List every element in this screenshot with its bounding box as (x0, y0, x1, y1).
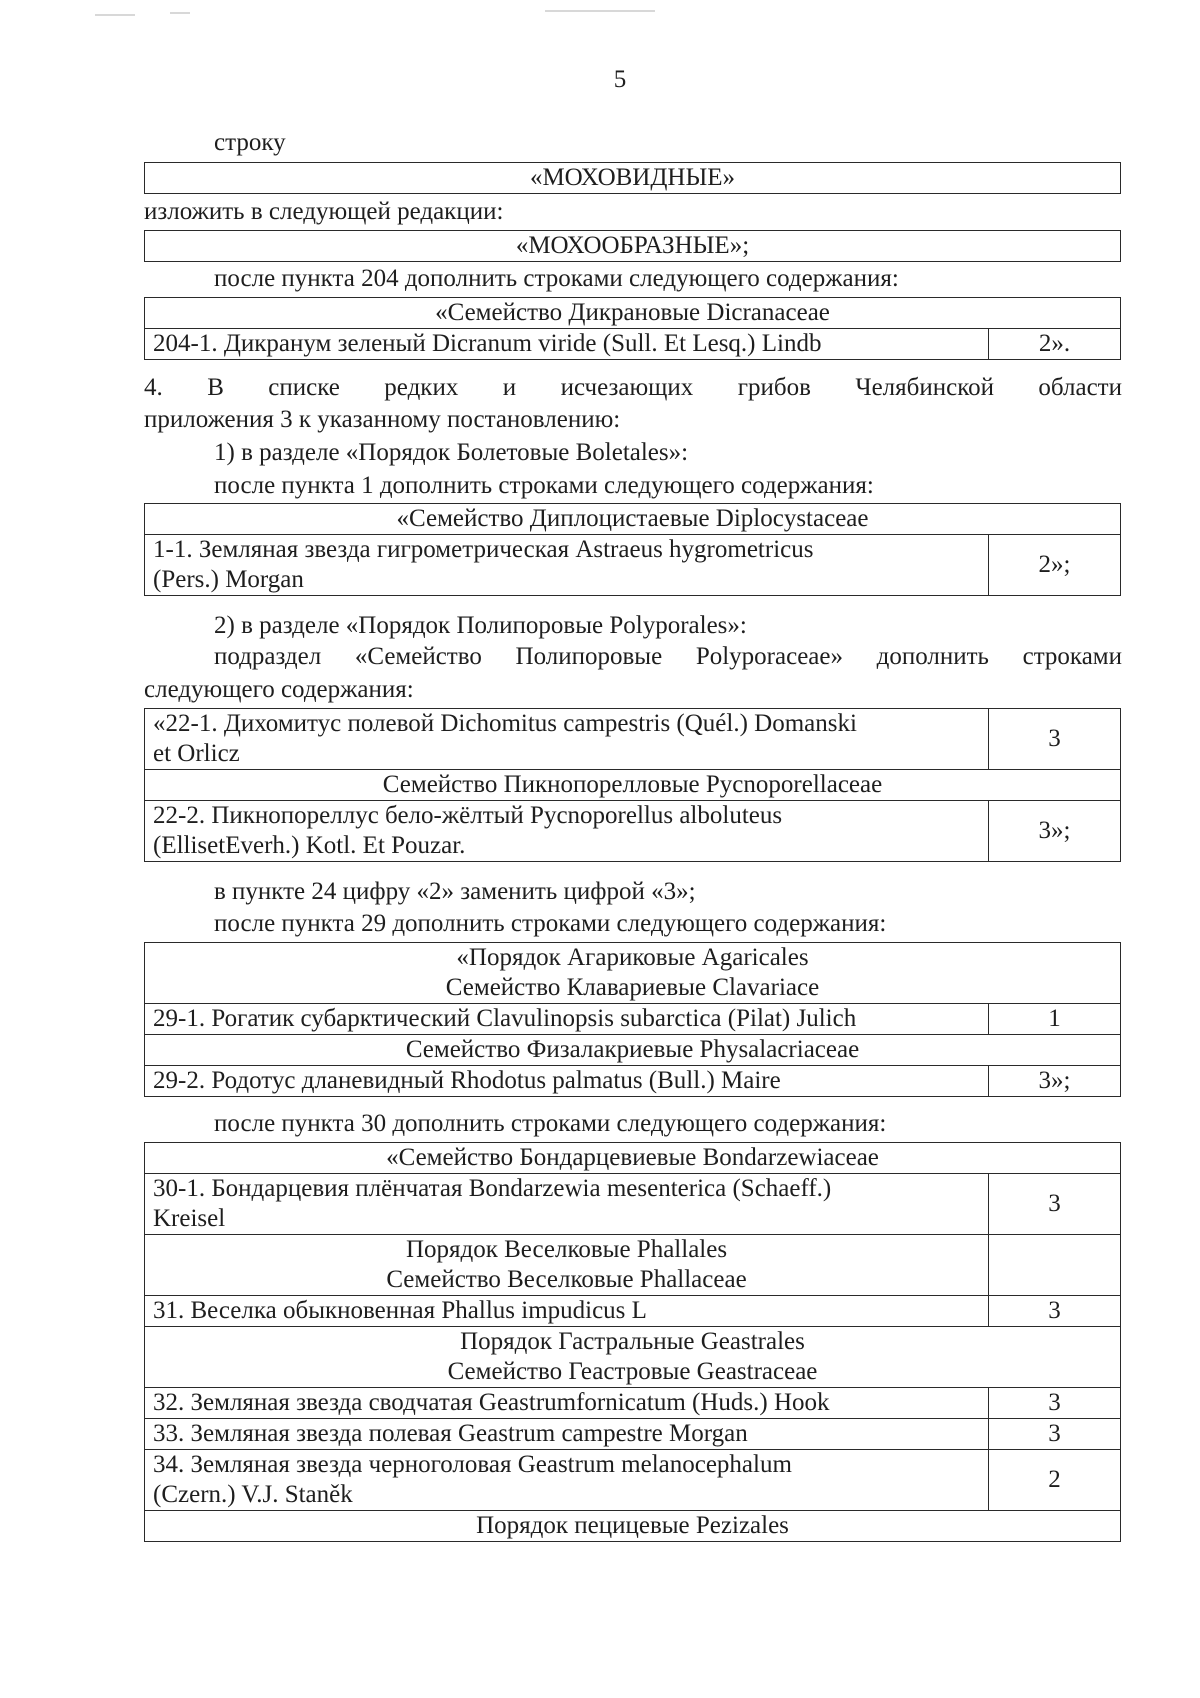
paragraph-4-2: 2) в разделе «Порядок Полипоровые Polyporales»: (214, 612, 747, 639)
table-cell: «МОХОВИДНЫЕ» (145, 163, 1121, 194)
paragraph-punkt-24: в пункте 24 цифру «2» заменить цифрой «3»; (214, 878, 696, 905)
species-line: 1-1. Земляная звезда гигрометрическая Astraeus hygrometricus (153, 536, 814, 563)
species-line: (EllisetEverh.) Kotl. Et Pouzar. (153, 832, 466, 859)
category-cell: 3 (989, 1296, 1121, 1327)
family-cell: «Семейство Бондарцевиевые Bondarzewiaceae (145, 1143, 1121, 1174)
paragraph-stroku: строку (214, 129, 286, 156)
species-cell: 32. Земляная звезда сводчатая Geastrumfornicatum (Huds.) Hook (145, 1388, 989, 1419)
paragraph-podrazdel-line1: подраздел «Семейство Полипоровые Polyporaceae» дополнить строками (214, 643, 1122, 670)
species-line: et Orlicz (153, 740, 240, 767)
species-line: (Pers.) Morgan (153, 566, 304, 593)
species-cell (145, 709, 989, 770)
species-line: Kreisel (153, 1205, 226, 1232)
paragraph-after-204: после пункта 204 дополнить строками следующего содержания: (214, 265, 899, 292)
species-line: 22-2. Пикнопореллус бело-жёлтый Pycnoporellus alboluteus (153, 802, 783, 829)
table-22 (144, 708, 1121, 862)
paragraph-after-1: после пункта 1 дополнить строками следующего содержания: (214, 472, 874, 499)
species-line: (Czern.) V.J. Staněk (153, 1481, 353, 1508)
paragraph-izlozhit: изложить в следующей редакции: (144, 198, 504, 225)
category-cell: 2»; (989, 535, 1121, 596)
species-cell (145, 1450, 989, 1511)
order-line: «Порядок Агариковые Agaricales (456, 944, 809, 971)
table-mohoobraznye (144, 230, 1121, 262)
category-cell: 1 (989, 1004, 1121, 1035)
scan-artifact (545, 10, 655, 12)
species-cell: 29-2. Родотус дланевидный Rhodotus palmatus (Bull.) Maire (145, 1066, 989, 1097)
category-cell: 3 (989, 1388, 1121, 1419)
order-line: Порядок Гастральные Geastrales (460, 1328, 805, 1355)
table-29 (144, 942, 1121, 1097)
species-line: «22-1. Дихомитус полевой Dichomitus campestris (Quél.) Domanski (153, 710, 857, 737)
category-cell: 3»; (989, 801, 1121, 862)
species-cell (145, 801, 989, 862)
species-cell: 31. Веселка обыкновенная Phallus impudicus L (145, 1296, 989, 1327)
table-1 (144, 503, 1121, 596)
category-cell: 2 (989, 1450, 1121, 1511)
order-family-cell (145, 943, 1121, 1004)
family-cell: Семейство Физалакриевые Physalacriaceae (145, 1035, 1121, 1066)
family-cell: Семейство Пикнопорелловые Pycnoporellaceae (145, 770, 1121, 801)
family-line: Семейство Геастровые Geastraceae (447, 1358, 818, 1385)
species-cell (145, 1174, 989, 1235)
paragraph-after-30: после пункта 30 дополнить строками следующего содержания: (214, 1110, 887, 1137)
species-line: 34. Земляная звезда черноголовая Geastrum melanocephalum (153, 1451, 792, 1478)
family-line: Семейство Веселковые Phallaceae (386, 1266, 747, 1293)
page-number: 5 (613, 66, 627, 93)
family-line: Семейство Клавариевые Clavariace (445, 974, 820, 1001)
species-line: 30-1. Бондарцевия плёнчатая Bondarzewia mesenterica (Schaeff.) (153, 1175, 832, 1202)
table-mohovidnye (144, 162, 1121, 194)
species-cell (145, 535, 989, 596)
scan-artifact (95, 14, 135, 16)
category-cell: 2». (989, 329, 1121, 360)
paragraph-4-line2: приложения 3 к указанному постановлению: (144, 406, 621, 433)
scan-artifact (170, 12, 190, 14)
category-cell: 3 (989, 1419, 1121, 1450)
species-cell: 33. Земляная звезда полевая Geastrum campestre Morgan (145, 1419, 989, 1450)
order-line: Порядок Веселковые Phallales (405, 1236, 728, 1263)
paragraph-podrazdel-line2: следующего содержания: (144, 676, 414, 703)
order-family-cell (145, 1235, 989, 1296)
paragraph-after-29: после пункта 29 дополнить строками следующего содержания: (214, 910, 887, 937)
table-cell: «МОХООБРАЗНЫЕ»; (145, 231, 1121, 262)
family-cell: «Семейство Диплоцистаевые Diplocystaceae (145, 504, 1121, 535)
paragraph-4-line1: 4. В списке редких и исчезающих грибов Челябинской области (144, 374, 1122, 401)
table-30 (144, 1142, 1121, 1542)
species-cell: 29-1. Рогатик субарктический Clavulinopsis subarctica (Pilat) Julich (145, 1004, 989, 1035)
category-cell: 3 (989, 1174, 1121, 1235)
category-cell: 3 (989, 709, 1121, 770)
family-cell: «Семейство Дикрановые Dicranaceae (145, 298, 1121, 329)
category-cell: 3»; (989, 1066, 1121, 1097)
order-cell: Порядок пецицевые Pezizales (145, 1511, 1121, 1542)
order-family-cell (145, 1327, 1121, 1388)
table-204 (144, 297, 1121, 360)
paragraph-4-1: 1) в разделе «Порядок Болетовые Boletales»: (214, 439, 689, 466)
species-cell: 204-1. Дикранум зеленый Dicranum viride (Sull. Et Lesq.) Lindb (145, 329, 989, 360)
empty-cell (989, 1235, 1121, 1296)
